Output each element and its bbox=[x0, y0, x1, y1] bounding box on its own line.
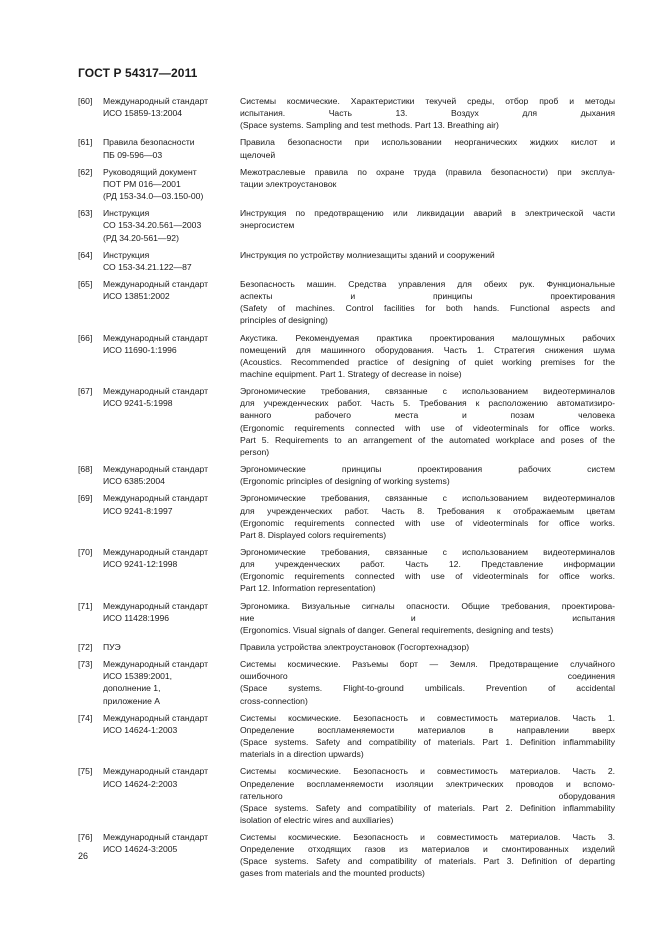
reference-source-line: Правила безопасности bbox=[103, 137, 195, 148]
reference-text-line: Определение воспламеняемости изоляции электрических проводов и вспомо- bbox=[240, 778, 615, 789]
reference-text-line: Эргономические требования, связанные с использованием видеотерминалов bbox=[240, 493, 615, 504]
reference-source-line: Международный стандарт bbox=[103, 386, 209, 397]
reference-text-line: person) bbox=[240, 446, 270, 457]
reference-text-line: (Ergonomic requirements connected with use of videoterminals for office works. bbox=[240, 571, 615, 582]
reference-text-line: (Ergonomic requirements connected with use of videoterminals for office works. bbox=[240, 517, 615, 528]
reference-text-line: Part 12. Information representation) bbox=[240, 583, 376, 594]
document-header: ГОСТ Р 54317—2011 bbox=[78, 66, 198, 80]
reference-text-line: Акустика. Рекомендуемая практика проектирования малошумных рабочих bbox=[240, 332, 615, 343]
reference-text-line: principles of designing) bbox=[240, 315, 328, 326]
reference-text-line: Определение отходящих газов из материалов и смонтированных изделий bbox=[240, 844, 615, 855]
reference-description bbox=[240, 136, 615, 160]
reference-source-line: дополнение 1, bbox=[103, 683, 161, 694]
reference-source-line: ИСО 11428:1996 bbox=[103, 612, 170, 623]
reference-number: [69] bbox=[78, 493, 93, 504]
reference-text-line: ние и испытания bbox=[240, 612, 615, 623]
reference-source-line: ИСО 15859-13:2004 bbox=[103, 108, 183, 119]
reference-entry bbox=[78, 492, 615, 540]
reference-entry bbox=[78, 765, 615, 825]
reference-text-line: Part 5. Requirements to an arrangement of the automated workplace and poses of the bbox=[240, 434, 615, 445]
reference-source-line: ПОТ РМ 016—2001 bbox=[103, 178, 181, 189]
reference-text-line: Системы космические. Безопасность и совместимость материалов. Часть 1. bbox=[240, 712, 615, 723]
reference-text-line: Системы космические. Безопасность и совместимость материалов. Часть 3. bbox=[240, 832, 615, 843]
reference-number: [76] bbox=[78, 832, 93, 843]
reference-text-line: (Space systems. Flight-to-ground umbilicals. Prevention of accidental bbox=[240, 683, 615, 694]
reference-description bbox=[240, 765, 615, 825]
reference-source-line: ИСО 6385:2004 bbox=[103, 476, 165, 487]
reference-source bbox=[103, 658, 240, 706]
reference-description bbox=[240, 492, 615, 540]
reference-text-line: ошибочного соединения bbox=[240, 671, 615, 682]
reference-description bbox=[240, 463, 615, 487]
reference-description bbox=[240, 278, 615, 326]
reference-description bbox=[240, 600, 615, 636]
reference-text-line: аспекты и принципы проектирования bbox=[240, 291, 615, 302]
reference-text-line: machine equipment. Part 1. Strategy of decrease in noise) bbox=[240, 369, 462, 379]
reference-entry bbox=[78, 463, 615, 487]
reference-source-line: (РД 34.20-561—92) bbox=[103, 232, 179, 243]
reference-text-line: (Acoustics. Recommended practice of designing of quiet working premises for the bbox=[240, 356, 615, 367]
reference-text-line: (Ergonomic requirements connected with use of videoterminals for office works. bbox=[240, 422, 615, 433]
reference-text-line: (Ergonomic principles of designing of working systems) bbox=[240, 476, 450, 487]
reference-text-line: ванного рабочего места и позам человека bbox=[240, 410, 615, 421]
reference-source-line: Международный стандарт bbox=[103, 96, 209, 106]
reference-number: [68] bbox=[78, 464, 93, 475]
reference-source-line: Международный стандарт bbox=[103, 279, 209, 290]
reference-source-line: ИСО 9241-12:1998 bbox=[103, 559, 178, 570]
reference-text-line: Системы космические. Разъемы борт — Земля. Предотвращение случайного bbox=[240, 659, 615, 670]
reference-text-line: щелочей bbox=[240, 149, 276, 160]
reference-number: [73] bbox=[78, 659, 93, 670]
reference-source bbox=[103, 166, 240, 202]
reference-description bbox=[240, 207, 615, 243]
reference-source bbox=[103, 600, 240, 636]
reference-text-line: Эргономические требования, связанные с использованием видеотерминалов bbox=[240, 546, 615, 557]
reference-entry bbox=[78, 136, 615, 160]
reference-number: [66] bbox=[78, 332, 93, 343]
reference-description bbox=[240, 166, 615, 202]
page-number: 26 bbox=[78, 851, 89, 861]
reference-text-line: испытания. Часть 13. Воздух для дыхания bbox=[240, 108, 615, 119]
reference-text-line: Эргономические требования, связанные с использованием видеотерминалов bbox=[240, 386, 615, 397]
reference-text-line: isolation of electric wires and auxiliaries) bbox=[240, 814, 394, 825]
reference-source bbox=[103, 492, 240, 540]
reference-source-line: ПУЭ bbox=[103, 642, 121, 652]
reference-entry bbox=[78, 332, 615, 380]
reference-number: [63] bbox=[78, 208, 93, 219]
reference-source bbox=[103, 385, 240, 458]
reference-number: [60] bbox=[78, 96, 93, 106]
reference-text-line: Эргономические принципы проектирования рабочих систем bbox=[240, 464, 615, 475]
reference-text-line: энергосистем bbox=[240, 220, 295, 231]
reference-number: [72] bbox=[78, 642, 93, 652]
reference-text-line: Безопасность машин. Средства управления для обеих рук. Функциональные bbox=[240, 279, 615, 290]
reference-source-line: Международный стандарт bbox=[103, 766, 209, 777]
reference-number: [64] bbox=[78, 249, 93, 260]
reference-entry bbox=[78, 278, 615, 326]
reference-description bbox=[240, 385, 615, 458]
reference-text-line: Правила устройства электроустановок (Госгортехнадзор) bbox=[240, 642, 470, 652]
reference-entry bbox=[78, 385, 615, 458]
reference-source-line: приложение А bbox=[103, 695, 161, 706]
reference-text-line: для учрежденческих работ. Часть 8. Требования к отображаемым цветам bbox=[240, 505, 615, 516]
reference-entry bbox=[78, 712, 615, 760]
reference-number: [70] bbox=[78, 546, 93, 557]
reference-description bbox=[240, 332, 615, 380]
reference-source bbox=[103, 712, 240, 760]
reference-source-line: ИСО 15389:2001, bbox=[103, 671, 173, 682]
reference-text-line: gases from materials and the mounted products) bbox=[240, 868, 425, 879]
reference-source-line: Руководящий документ bbox=[103, 166, 197, 177]
reference-source bbox=[103, 278, 240, 326]
reference-number: [74] bbox=[78, 712, 93, 723]
reference-source bbox=[103, 207, 240, 243]
reference-source-line: (РД 153-34.0—03.150-00) bbox=[103, 191, 204, 202]
references-list bbox=[78, 95, 615, 885]
reference-source bbox=[103, 332, 240, 380]
reference-source-line: ИСО 14624-2:2003 bbox=[103, 778, 178, 789]
reference-number: [75] bbox=[78, 766, 93, 777]
reference-text-line: Эргономика. Визуальные сигналы опасности. Общие требования, проектирова- bbox=[240, 600, 615, 611]
reference-entry bbox=[78, 641, 615, 653]
reference-source-line: СО 153-34.21.122—87 bbox=[103, 261, 192, 272]
reference-source bbox=[103, 641, 240, 653]
reference-source-line: ИСО 9241-5:1998 bbox=[103, 398, 173, 409]
reference-source-line: Международный стандарт bbox=[103, 832, 209, 843]
reference-entry bbox=[78, 600, 615, 636]
reference-source bbox=[103, 136, 240, 160]
reference-text-line: Межотраслевые правила по охране труда (правила безопасности) при эксплуа- bbox=[240, 166, 615, 177]
reference-text-line: для учрежденческих работ. Часть 5. Требования к расположению автоматизиро- bbox=[240, 398, 615, 409]
reference-text-line: Инструкция по предотвращению или ликвидации аварий в электрической части bbox=[240, 208, 615, 219]
reference-text-line: помещений для машинного оборудования. Часть 1. Стратегия снижения шума bbox=[240, 344, 615, 355]
reference-text-line: (Ergonomics. Visual signals of danger. General requirements, designing and tests) bbox=[240, 624, 554, 635]
reference-text-line: (Space systems. Safety and compatibility of materials. Part 3. Definition of departing bbox=[240, 856, 615, 867]
reference-source bbox=[103, 249, 240, 273]
reference-source-line: ИСО 11690-1:1996 bbox=[103, 344, 177, 355]
reference-entry bbox=[78, 546, 615, 594]
reference-entry bbox=[78, 831, 615, 879]
reference-source-line: ИСО 14624-1:2003 bbox=[103, 724, 178, 735]
reference-text-line: гательного оборудования bbox=[240, 790, 615, 801]
reference-text-line: Определение воспламеняемости материалов в направлении вверх bbox=[240, 724, 615, 735]
reference-text-line: (Space systems. Safety and compatibility of materials. Part 1. Definition inflammability bbox=[240, 737, 615, 748]
reference-text-line: Системы космические. Характеристики текучей среды, отбор проб и методы bbox=[240, 96, 615, 106]
reference-text-line: materials in a direction upwards) bbox=[240, 749, 364, 760]
reference-source bbox=[103, 95, 240, 131]
reference-text-line: тации электроустановок bbox=[240, 178, 337, 189]
reference-description bbox=[240, 658, 615, 706]
reference-description bbox=[240, 831, 615, 879]
reference-source-line: Международный стандарт bbox=[103, 464, 209, 475]
reference-source bbox=[103, 765, 240, 825]
reference-text-line: cross-connection) bbox=[240, 695, 308, 706]
reference-text-line: для учрежденческих работ. Часть 12. Представление информации bbox=[240, 559, 615, 570]
reference-number: [62] bbox=[78, 166, 93, 177]
reference-entry bbox=[78, 166, 615, 202]
reference-text-line: Правила безопасности при использовании неорганических жидких кислот и bbox=[240, 137, 615, 148]
reference-source-line: ИСО 9241-8:1997 bbox=[103, 505, 173, 516]
reference-text-line: (Space systems. Sampling and test methods. Part 13. Breathing air) bbox=[240, 120, 499, 131]
reference-source-line: СО 153-34.20.561—2003 bbox=[103, 220, 202, 231]
reference-source-line: Международный стандарт bbox=[103, 659, 209, 670]
reference-source-line: Международный стандарт bbox=[103, 712, 209, 723]
reference-number: [71] bbox=[78, 600, 93, 611]
reference-source bbox=[103, 463, 240, 487]
reference-source-line: ИСО 13851:2002 bbox=[103, 291, 170, 302]
reference-text-line: Системы космические. Безопасность и совместимость материалов. Часть 2. bbox=[240, 766, 615, 777]
reference-entry bbox=[78, 249, 615, 273]
reference-text-line: (Space systems. Safety and compatibility of materials. Part 2. Definition inflammability bbox=[240, 802, 615, 813]
reference-source-line: Международный стандарт bbox=[103, 600, 209, 611]
reference-source-line: Инструкция bbox=[103, 249, 150, 260]
reference-description bbox=[240, 95, 615, 131]
reference-description bbox=[240, 712, 615, 760]
reference-source-line: Инструкция bbox=[103, 208, 150, 219]
reference-description bbox=[240, 641, 615, 653]
reference-number: [65] bbox=[78, 279, 93, 290]
reference-entry bbox=[78, 95, 615, 131]
reference-source-line: Международный стандарт bbox=[103, 493, 209, 504]
reference-description bbox=[240, 546, 615, 594]
reference-description bbox=[240, 249, 615, 273]
reference-source bbox=[103, 831, 240, 879]
reference-number: [61] bbox=[78, 137, 93, 148]
reference-text-line: (Safety of machines. Control facilities for both hands. Functional aspects and bbox=[240, 303, 615, 314]
reference-number: [67] bbox=[78, 386, 93, 397]
reference-source-line: ПБ 09-596—03 bbox=[103, 149, 163, 160]
reference-source-line: Международный стандарт bbox=[103, 332, 209, 343]
reference-text-line: Part 8. Displayed colors requirements) bbox=[240, 529, 387, 540]
reference-text-line: Инструкция по устройству молниезащиты зданий и сооружений bbox=[240, 249, 495, 260]
reference-source-line: Международный стандарт bbox=[103, 546, 209, 557]
reference-source-line: ИСО 14624-3:2005 bbox=[103, 844, 178, 855]
reference-entry bbox=[78, 207, 615, 243]
reference-source bbox=[103, 546, 240, 594]
reference-entry bbox=[78, 658, 615, 706]
